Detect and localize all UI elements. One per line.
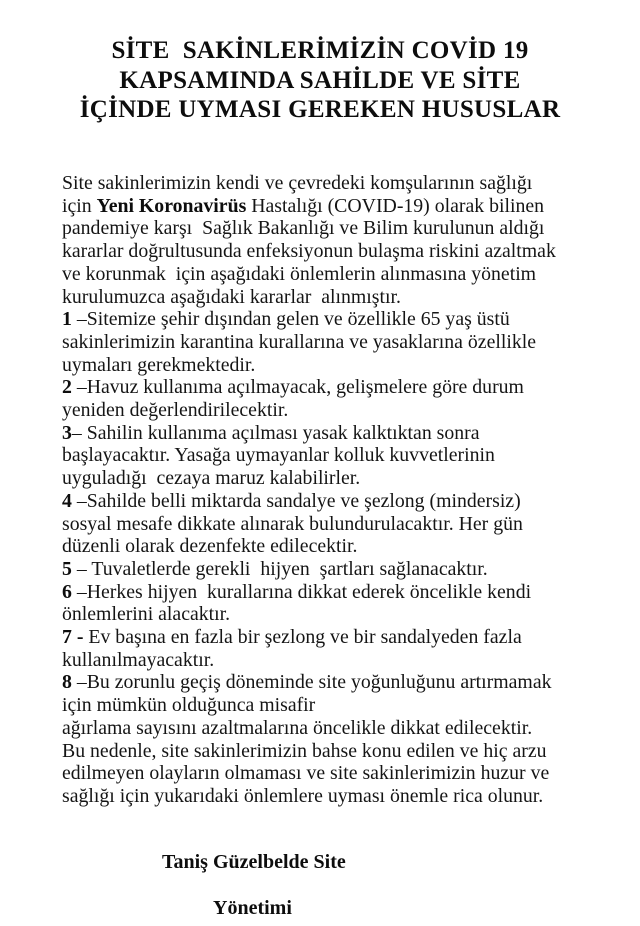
text-segment: başlayacaktır. Yasağa uymayanlar kolluk kuvvetlerinin: [62, 444, 495, 467]
body-line: [62, 490, 556, 513]
text-segment: – Tuvaletlerde gerekli hijyen şartları sağlanacaktır.: [71, 557, 488, 580]
text-segment: 5: [62, 557, 72, 580]
text-segment: için: [62, 194, 97, 217]
title-line: SİTE SAKİNLERİMİZİN COVİD 19: [111, 37, 529, 64]
body-line: [62, 558, 556, 581]
text-segment: düzenli olarak dezenfekte edilecektir.: [62, 535, 358, 558]
body-line: [62, 581, 556, 604]
text-segment: –Sahilde belli miktarda sandalye ve şezlong (mindersiz): [71, 489, 521, 512]
text-segment: 4: [62, 489, 72, 512]
text-segment: –Sitemize şehir dışından gelen ve özellikle 65 yaş üstü: [71, 308, 510, 331]
text-segment: Yeni Koronavirüs: [96, 194, 247, 217]
text-segment: yeniden değerlendirilecektir.: [62, 399, 289, 422]
body-line: [62, 172, 556, 195]
text-segment: için mümkün olduğunca misafir: [62, 694, 316, 717]
signature-management: Yönetimi: [213, 897, 292, 919]
text-segment: 8: [62, 671, 72, 694]
body-line: [62, 376, 556, 399]
text-segment: 2: [62, 376, 72, 399]
body-line: [62, 649, 556, 672]
text-segment: Bu nedenle, site sakinlerimizin bahse konu edilen ve hiç arzu: [62, 739, 547, 762]
body-line: [62, 422, 556, 445]
text-segment: edilmeyen olayların olmaması ve site sakinlerimizin huzur ve: [62, 762, 550, 785]
text-segment: kullanılmayacaktır.: [62, 648, 215, 671]
body-line: [62, 603, 556, 626]
text-segment: 3: [62, 421, 72, 444]
body-line: [62, 762, 556, 785]
text-segment: uymaları gerekmektedir.: [62, 353, 256, 376]
document-title: [0, 36, 640, 125]
body-line: [62, 694, 556, 717]
body-line: [62, 195, 556, 218]
body-line: [62, 308, 556, 331]
text-segment: kararlar doğrultusunda enfeksiyonun bulaşma riskini azaltmak: [62, 240, 556, 263]
body-line: [62, 785, 556, 808]
text-segment: –Havuz kullanıma açılmayacak, gelişmelere göre durum: [71, 376, 524, 399]
text-segment: ve korunmak için aşağıdaki önlemlerin alınmasına yönetim: [62, 262, 537, 285]
text-segment: – Sahilin kullanıma açılması yasak kalktıktan sonra: [71, 421, 480, 444]
text-segment: –Herkes hijyen kurallarına dikkat ederek öncelikle kendi: [71, 580, 532, 603]
text-segment: kurulumuzca aşağıdaki kararlar alınmıştır.: [62, 285, 401, 308]
title-line: İÇİNDE UYMASI GEREKEN HUSUSLAR: [79, 96, 561, 123]
text-segment: sosyal mesafe dikkate alınarak bulundurulacaktır. Her gün: [62, 512, 523, 535]
body-line: [62, 354, 556, 377]
body-line: [62, 286, 556, 309]
body-line: [62, 717, 556, 740]
signature-organization: Taniş Güzelbelde Site: [162, 851, 346, 873]
text-segment: sakinlerimizin karantina kurallarına ve yasaklarına özellikle: [62, 330, 536, 353]
body-line: [62, 671, 556, 694]
body-line: [62, 399, 556, 422]
text-segment: pandemiye karşı Sağlık Bakanlığı ve Bilim kurulunun aldığı: [62, 217, 545, 240]
body-line: [62, 513, 556, 536]
text-segment: önlemlerini alacaktır.: [62, 603, 231, 626]
body-line: [62, 467, 556, 490]
body-line: [62, 626, 556, 649]
text-segment: uyguladığı cezaya maruz kalabilirler.: [62, 467, 361, 490]
body-line: [62, 217, 556, 240]
body-line: [62, 740, 556, 763]
text-segment: Site sakinlerimizin kendi ve çevredeki komşularının sağlığı: [62, 172, 533, 194]
document-body: [62, 172, 556, 808]
text-segment: 6: [62, 580, 72, 603]
body-line: [62, 331, 556, 354]
text-segment: –Bu zorunlu geçiş döneminde site yoğunluğunu artırmamak: [71, 671, 552, 694]
body-line: [62, 444, 556, 467]
text-segment: Hastalığı (COVID-19) olarak bilinen: [246, 194, 545, 217]
title-line: KAPSAMINDA SAHİLDE VE SİTE: [119, 66, 521, 94]
text-segment: sağlığı için yukarıdaki önlemlere uyması önemle rica olunur.: [62, 784, 544, 807]
text-segment: 1: [62, 308, 72, 331]
text-segment: 7 -: [62, 626, 84, 649]
body-line: [62, 535, 556, 558]
body-line: [62, 263, 556, 286]
text-segment: Ev başına en fazla bir şezlong ve bir sandalyeden fazla: [83, 626, 522, 649]
body-line: [62, 240, 556, 263]
text-segment: ağırlama sayısını azaltmalarına öncelikle dikkat edilecektir.: [62, 716, 533, 739]
